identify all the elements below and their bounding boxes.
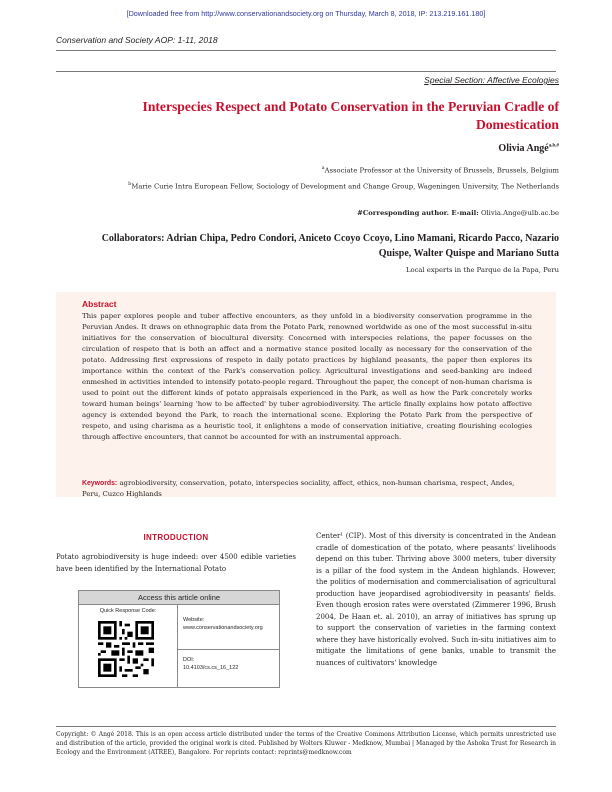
qr-code-icon[interactable] [98, 621, 154, 677]
affiliation-a-sup: a [321, 165, 325, 171]
introduction-paragraph: Potato agrobiodiversity is huge indeed: over 4500 edible varieties have been identified by the International Potato [56, 553, 296, 573]
abstract-heading: Abstract [82, 299, 117, 309]
keywords [82, 478, 532, 500]
collaborators: Collaborators: Adrian Chipa, Pedro Condori, Aniceto Ccoyo Ccoyo, Lino Mamani, Ricardo Pacco, Nazario Quispe, Walter Quispe and Mariano Sutta [101, 233, 559, 259]
doi-value[interactable]: 10.4103/cs.cs_16_122 [183, 665, 239, 671]
qr-label: Quick Response Code: [99, 608, 157, 614]
access-online-box [78, 590, 280, 688]
affiliation-b [128, 181, 559, 190]
copyright-notice: Copyright: © Angé 2018. This is an open access article distributed under the terms of the Creative Commons Attribution License, which permits unrestricted use and distribution of the article, provided the original work is cited. Published by Wolters Kluwer - Medknow, Mumbai | Managed by the Ashoka Trust for Research in Ecology and the Environment (ATREE), Bangalore. For reprints contact: reprints@medknow.com [56, 731, 556, 756]
access-divider [178, 649, 279, 650]
corresponding-email[interactable]: Olivia.Ange@ulb.ac.be [480, 209, 559, 217]
author-name-text: Olivia Angé [498, 143, 549, 154]
corresponding-prefix: #Corresponding author. E-mail: [357, 209, 479, 217]
corresponding-author [357, 209, 559, 217]
affiliation-a [322, 165, 559, 174]
affiliation-b-text: Marie Curie Intra European Fellow, Sociology of Development and Change Group, Wageningen University, The Netherlands [131, 182, 559, 191]
author-superscript: a,b,# [548, 143, 559, 149]
keywords-text: agrobiodiversity, conservation, potato, interspecies sociality, affect, ethics, non-human charisma, respect, Andes, Peru, Cuzco Highlands [82, 479, 515, 498]
keywords-label: Keywords: [82, 480, 118, 487]
article-title: Interspecies Respect and Potato Conservation in the Peruvian Cradle of Domestication [142, 99, 559, 132]
doi-label: DOI: [183, 657, 195, 663]
download-notice[interactable]: [Downloaded free from http://www.conservationandsociety.org on Thursday, March 8, 2018, IP: 213.219.161.180] [126, 9, 486, 18]
access-heading: Access this article online [79, 591, 279, 605]
footer-rule [56, 726, 556, 727]
journal-citation: Conservation and Society AOP: 1-11, 2018 [56, 35, 218, 45]
abstract-text: This paper explores people and tuber affective encounters, as they unfold in a biodiversity conservation programme in the Peruvian Andes. It draws on ethnographic data from the Potato Park, renowned worldwide as one of the most successful in-situ initiatives for the conservation of biocultural diversity. Concerned with interspecies relations, the paper focusses on the circulation of respeto that is both an affect and a normative stance posited locally as necessary for the conservation of the potato. Addressing first expressions of respeto in daily potato practices by highland peasants, the paper then explores its importance within the context of the Park's conservation policy. Agricultural investigations and seed-banking are indeed enmeshed in activities intended to intensify potato-people regard. Throughout the paper, the concept of non-human charisma is used to point out the different kinds of potato appraisals experienced in the Park, as well as how the Park concretely works toward human beings' learning 'how to be affected' by tuber agrobiodiversity. The article finally explains how potato affective agency is extended beyond the Park, to reach the international scene. Exploring the Potato Park from the perspective of respeto, and using charisma as a heuristic tool, it enlightens a mode of conservation initiative, creating flourishing ecologies through affective encounters, that cannot be accounted for with an instrumental approach. [82, 312, 532, 441]
qr-cell [79, 605, 178, 687]
section-label: Special Section: Affective Ecologies [424, 75, 559, 85]
section-rule [56, 71, 556, 72]
affiliation-a-text: Associate Professor at the University of Brussels, Brussels, Belgium [324, 166, 559, 175]
affiliation-b-sup: b [128, 181, 132, 187]
website-label: Website: [183, 617, 205, 623]
header-rule [56, 50, 556, 51]
collaborators-note: Local experts in the Parque de la Papa, Peru [405, 266, 559, 274]
column-two-text: Center¹ (CIP). Most of this diversity is concentrated in the Andean cradle of domestication of the potato, where peasants' livelihoods depend on this tuber. Thriving above 3000 meters, tuber diversity is a pillar of the food system in the Andean highlands. However, the politics of modernisation and commercialisation of agricultural production have jeopardised agrobiodiversity in peasants' fields. Even though erosion rates were overstated (Zimmerer 1996, Brush 2004, De Haan et. al. 2010), an array of initiatives has sprung up to support the conservation of varieties in the farming context where they have historically evolved. Such in-situ initiatives aim to mitigate the limitations of gene banks, unable to transmit the nuances of cultivators' knowledge [316, 532, 556, 667]
website-link[interactable]: www.conservationandsociety.org [183, 625, 263, 631]
introduction-heading: INTRODUCTION [143, 533, 209, 542]
author-name [498, 143, 559, 154]
